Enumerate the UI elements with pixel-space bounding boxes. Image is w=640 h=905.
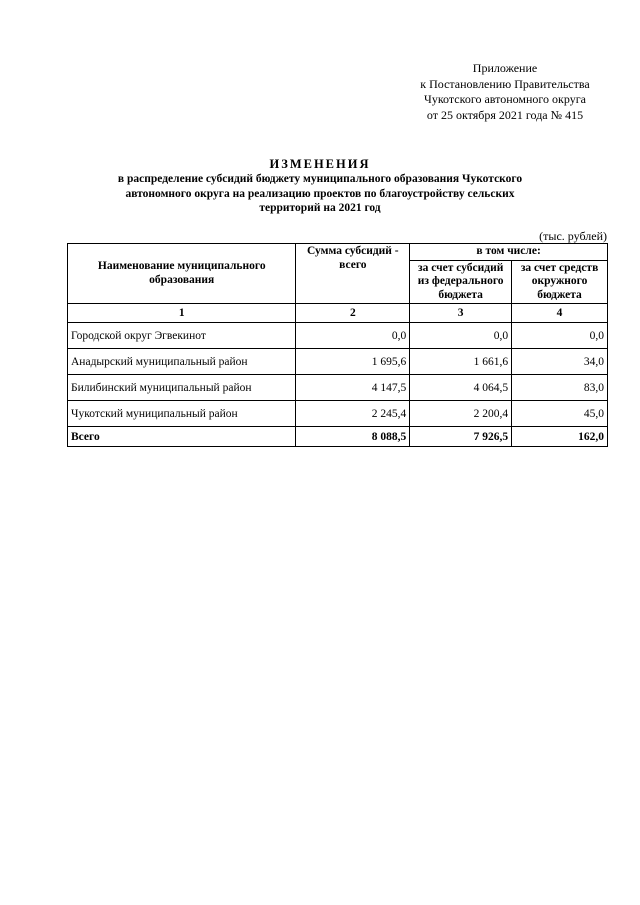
- document-title: [100, 156, 540, 216]
- col-num-1: 1: [68, 304, 296, 323]
- row-regional: 45,0: [512, 401, 608, 427]
- row-name: Билибинский муниципальный район: [68, 375, 296, 401]
- appendix-header: [400, 61, 610, 123]
- title-main: ИЗМЕНЕНИЯ: [269, 157, 371, 171]
- header-row-1: [68, 244, 608, 261]
- row-regional: 34,0: [512, 349, 608, 375]
- column-number-row: [68, 304, 608, 323]
- header-regional: за счет средств окружного бюджета: [512, 260, 608, 304]
- table-row: [68, 349, 608, 375]
- appendix-line-2: к Постановлению Правительства: [420, 76, 590, 91]
- table-row: [68, 401, 608, 427]
- title-line-2: автономного округа на реализацию проектов по благоустройству сельских: [125, 187, 515, 200]
- appendix-line-1: Приложение: [472, 61, 538, 75]
- col-num-3: 3: [410, 304, 512, 323]
- header-name: Наименование муниципального образования: [68, 244, 296, 304]
- row-total: 0,0: [296, 323, 410, 349]
- header-including: в том числе:: [410, 244, 608, 261]
- row-total: 4 147,5: [296, 375, 410, 401]
- title-line-3: территорий на 2021 год: [259, 202, 381, 214]
- row-federal: 2 200,4: [410, 401, 512, 427]
- total-label: Всего: [68, 427, 296, 447]
- row-regional: 83,0: [512, 375, 608, 401]
- table-row: [68, 323, 608, 349]
- subsidy-table: [67, 243, 608, 447]
- row-name: Чукотский муниципальный район: [68, 401, 296, 427]
- total-row: [68, 427, 608, 447]
- row-federal: 1 661,6: [410, 349, 512, 375]
- total-federal: 7 926,5: [410, 427, 512, 447]
- row-federal: 0,0: [410, 323, 512, 349]
- units-label: (тыс. рублей): [539, 229, 607, 243]
- row-name: Городской округ Эгвекинот: [68, 323, 296, 349]
- row-name: Анадырский муниципальный район: [68, 349, 296, 375]
- header-total: Сумма субсидий - всего: [296, 244, 410, 304]
- total-sum: 8 088,5: [296, 427, 410, 447]
- row-federal: 4 064,5: [410, 375, 512, 401]
- title-line-1: в распределение субсидий бюджету муниципального образования Чукотского: [117, 173, 523, 185]
- table-row: [68, 375, 608, 401]
- appendix-line-3: Чукотского автономного округа: [424, 92, 586, 106]
- row-total: 2 245,4: [296, 401, 410, 427]
- col-num-4: 4: [512, 304, 608, 323]
- row-total: 1 695,6: [296, 349, 410, 375]
- total-regional: 162,0: [512, 427, 608, 447]
- header-federal: за счет субсидий из федерального бюджета: [410, 260, 512, 304]
- row-regional: 0,0: [512, 323, 608, 349]
- col-num-2: 2: [296, 304, 410, 323]
- appendix-line-4: от 25 октября 2021 года № 415: [426, 107, 584, 122]
